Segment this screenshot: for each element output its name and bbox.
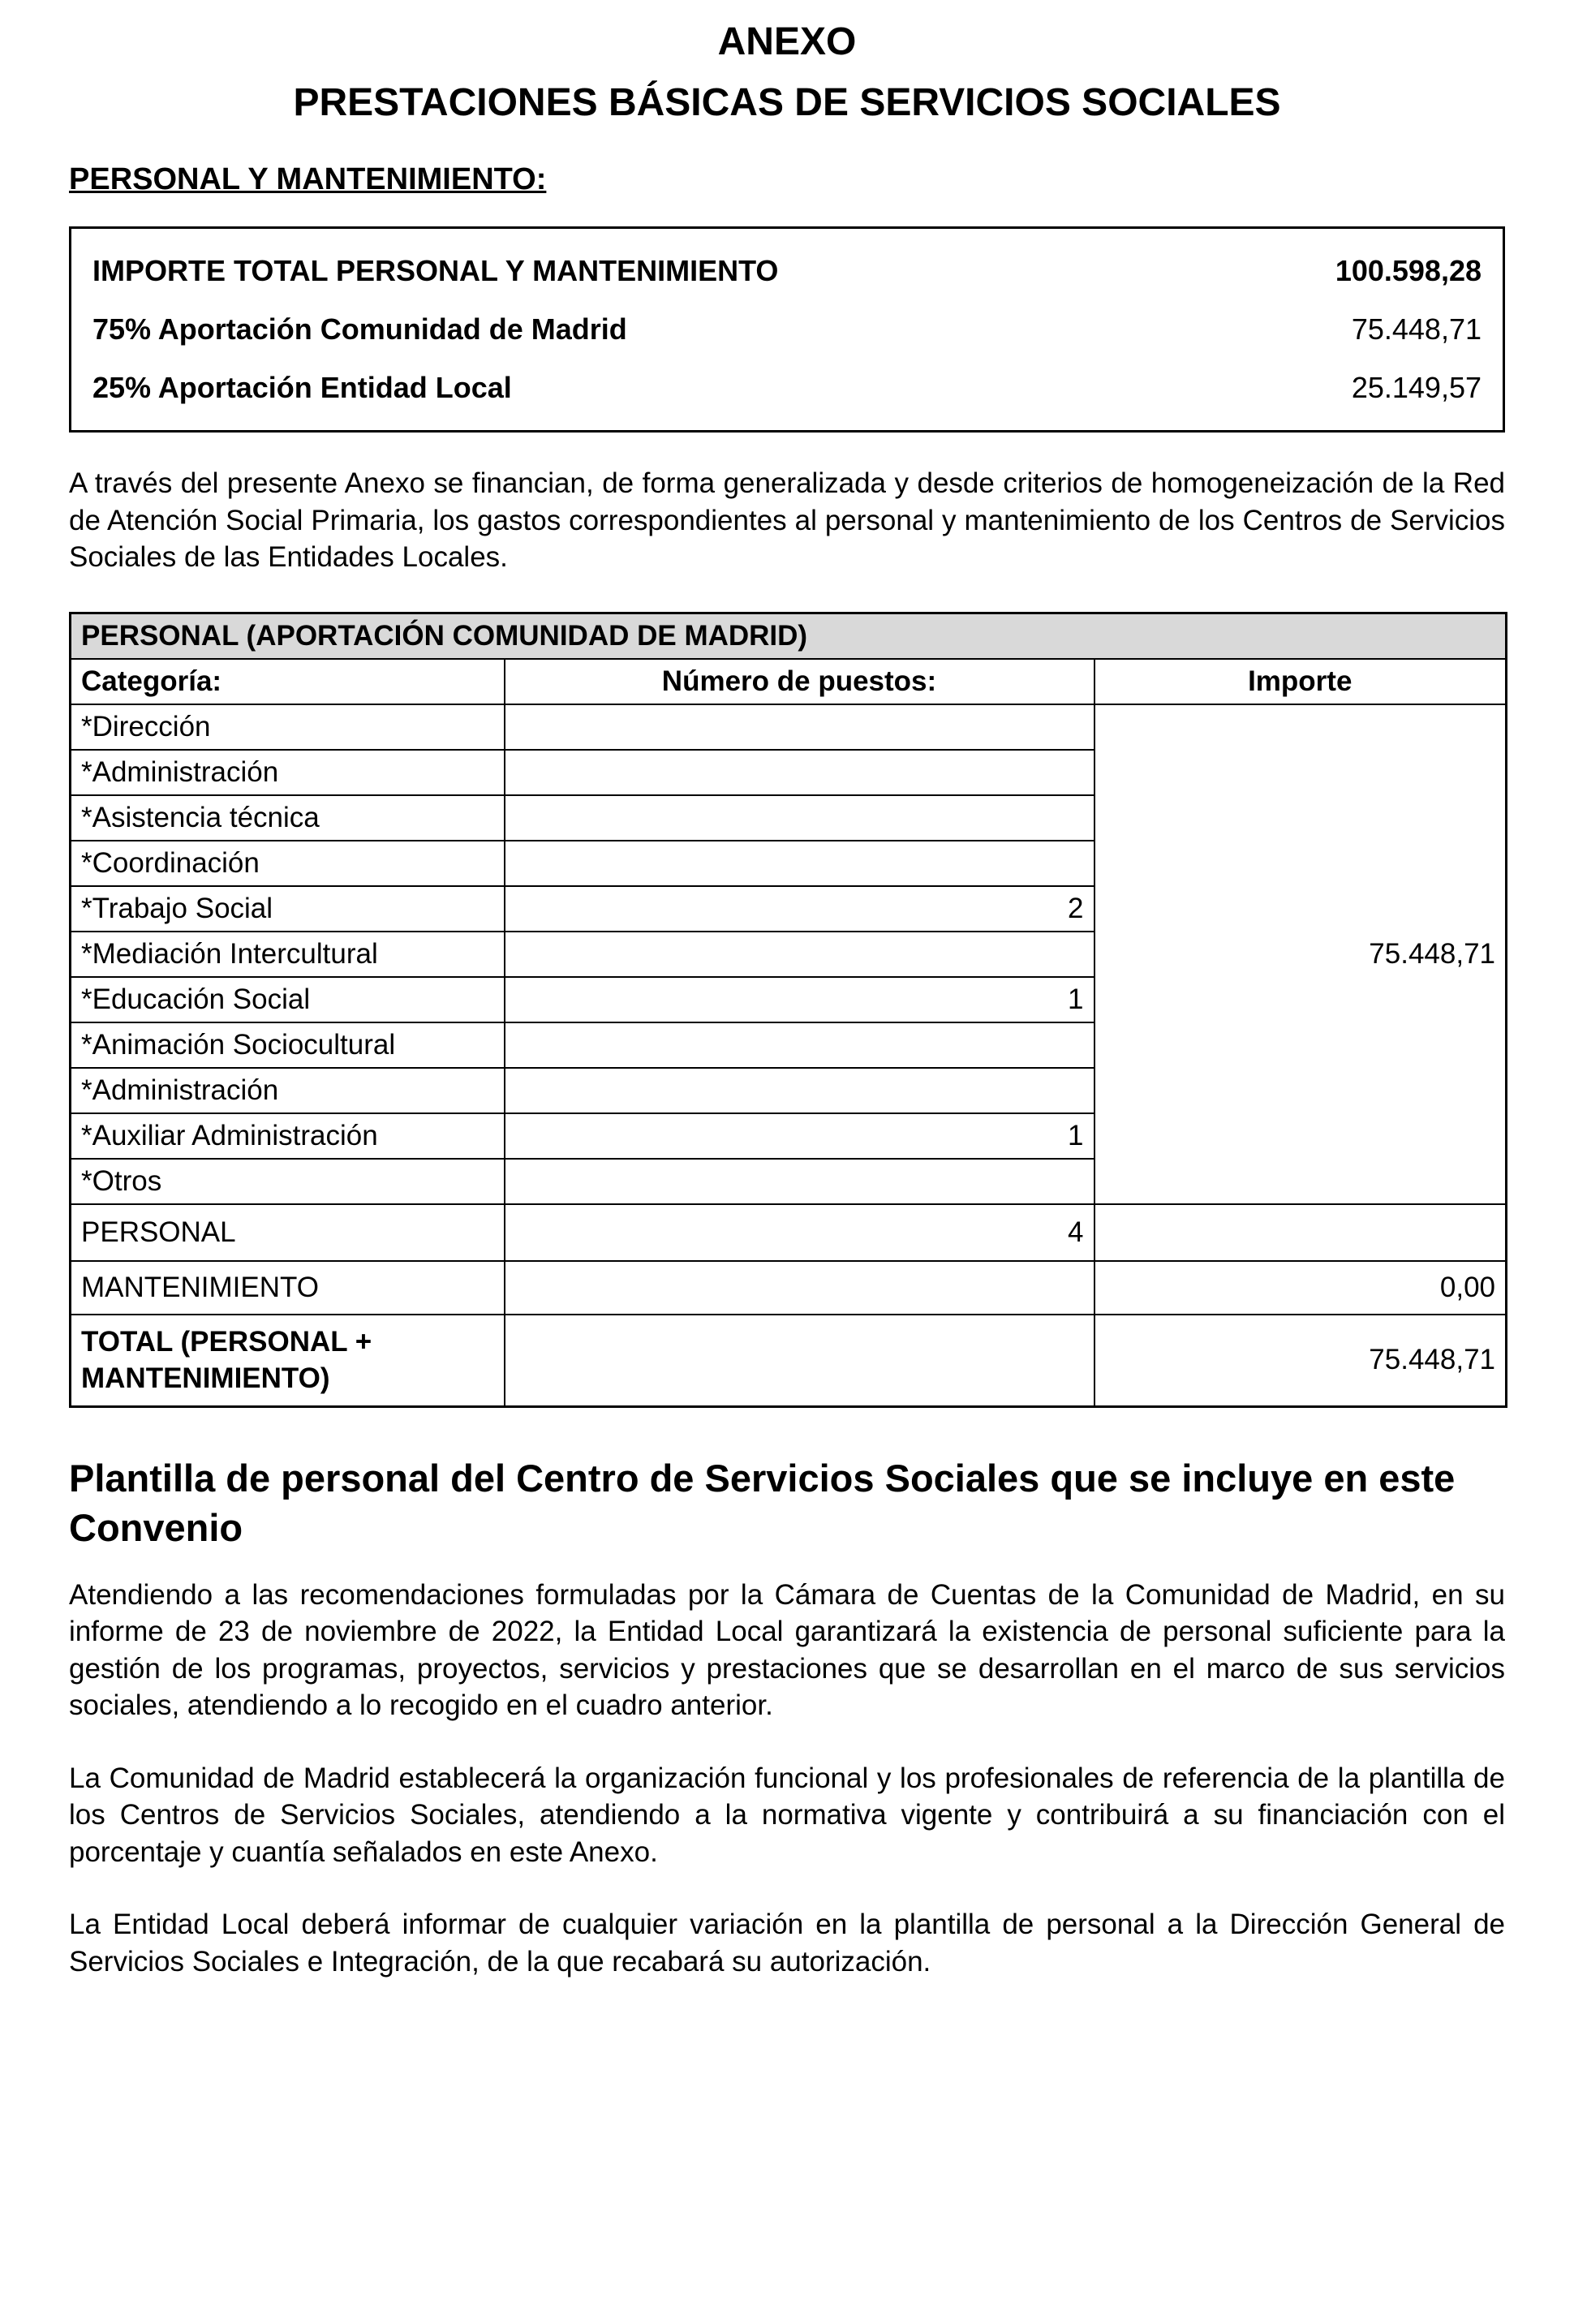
personal-total-row bbox=[71, 1204, 1507, 1261]
section-heading: PERSONAL Y MANTENIMIENTO: bbox=[69, 162, 547, 196]
summary-value: 75.448,71 bbox=[1351, 312, 1482, 346]
summary-row bbox=[89, 242, 1485, 300]
mantenimiento-puestos-cell bbox=[505, 1261, 1094, 1315]
column-header-importe: Importe bbox=[1094, 659, 1507, 704]
body-paragraph: La Comunidad de Madrid establecerá la organización funcional y los profesionales de referencia de la plantilla de los Centros de Servicios Sociales, atendiendo a la normativa vigente y contribuirá a su financiación con el porcentaje y cuantía señalados en este Anexo. bbox=[69, 1762, 1505, 1868]
summary-value: 100.598,28 bbox=[1335, 254, 1482, 287]
importe-personal-merged-cell: 75.448,71 bbox=[1094, 704, 1507, 1204]
table-title-row bbox=[71, 613, 1507, 659]
category-cell: *Trabajo Social bbox=[71, 886, 505, 932]
summary-value: 25.149,57 bbox=[1351, 371, 1482, 404]
puestos-cell: 2 bbox=[505, 886, 1094, 932]
category-cell: *Asistencia técnica bbox=[71, 795, 505, 841]
puestos-cell: 1 bbox=[505, 977, 1094, 1022]
summary-row bbox=[89, 300, 1485, 359]
mantenimiento-label-cell: MANTENIMIENTO bbox=[71, 1261, 505, 1315]
category-cell: *Animación Sociocultural bbox=[71, 1022, 505, 1068]
column-header-categoria: Categoría: bbox=[71, 659, 505, 704]
category-cell: *Coordinación bbox=[71, 841, 505, 886]
category-cell: *Dirección bbox=[71, 704, 505, 750]
total-puestos-cell bbox=[505, 1315, 1094, 1407]
total-row bbox=[71, 1315, 1507, 1407]
personal-importe-cell bbox=[1094, 1204, 1507, 1261]
puestos-cell: 1 bbox=[505, 1113, 1094, 1159]
column-header-puestos: Número de puestos: bbox=[505, 659, 1094, 704]
plantilla-heading: Plantilla de personal del Centro de Servicios Sociales que se incluye en este Convenio bbox=[69, 1456, 1456, 1549]
puestos-cell bbox=[505, 704, 1094, 750]
doc-title: ANEXO bbox=[717, 20, 857, 63]
personnel-table bbox=[69, 612, 1507, 1408]
body-paragraph: Atendiendo a las recomendaciones formuladas por la Cámara de Cuentas de la Comunidad de Madrid, en su informe de 23 de noviembre de 2022, la Entidad Local garantizará la existencia de personal suficiente para la gestión de los programas, proyectos, servicios y prestaciones que se desarrollan en el marco de sus servicios sociales, atendiendo a lo recogido en el cuadro anterior. bbox=[69, 1578, 1505, 1722]
puestos-cell bbox=[505, 1068, 1094, 1113]
summary-row bbox=[89, 359, 1485, 417]
intro-paragraph: A través del presente Anexo se financian, de forma generalizada y desde criterios de homogeneización de la Red de Atención Social Primaria, los gastos correspondientes al personal y mantenimiento de los Centros de Servicios Sociales de las Entidades Locales. bbox=[69, 467, 1505, 573]
category-cell: *Auxiliar Administración bbox=[71, 1113, 505, 1159]
personal-label-cell: PERSONAL bbox=[71, 1204, 505, 1261]
table-header-row bbox=[71, 659, 1507, 704]
category-cell: *Mediación Intercultural bbox=[71, 932, 505, 977]
category-cell: *Otros bbox=[71, 1159, 505, 1204]
puestos-cell bbox=[505, 841, 1094, 886]
total-importe-cell: 75.448,71 bbox=[1094, 1315, 1507, 1407]
body-paragraph: La Entidad Local deberá informar de cualquier variación en la plantilla de personal a la Dirección General de Servicios Sociales e Integración, de la que recabará su autorización. bbox=[69, 1909, 1505, 1978]
total-label-cell: TOTAL (PERSONAL + MANTENIMIENTO) bbox=[71, 1315, 505, 1407]
summary-box bbox=[69, 226, 1505, 433]
summary-label: IMPORTE TOTAL PERSONAL Y MANTENIMIENTO bbox=[92, 254, 779, 287]
puestos-cell bbox=[505, 932, 1094, 977]
category-cell: *Educación Social bbox=[71, 977, 505, 1022]
puestos-cell bbox=[505, 795, 1094, 841]
doc-subtitle: PRESTACIONES BÁSICAS DE SERVICIOS SOCIALES bbox=[293, 81, 1281, 124]
category-row bbox=[71, 704, 1507, 750]
summary-label: 75% Aportación Comunidad de Madrid bbox=[92, 312, 627, 346]
category-cell: *Administración bbox=[71, 750, 505, 795]
puestos-cell bbox=[505, 1022, 1094, 1068]
puestos-cell bbox=[505, 750, 1094, 795]
mantenimiento-row bbox=[71, 1261, 1507, 1315]
mantenimiento-importe-cell: 0,00 bbox=[1094, 1261, 1507, 1315]
plantilla-paragraphs bbox=[69, 1577, 1505, 1981]
category-cell: *Administración bbox=[71, 1068, 505, 1113]
puestos-cell bbox=[505, 1159, 1094, 1204]
personal-puestos-cell: 4 bbox=[505, 1204, 1094, 1261]
table-title: PERSONAL (APORTACIÓN COMUNIDAD DE MADRID) bbox=[71, 613, 1507, 659]
summary-label: 25% Aportación Entidad Local bbox=[92, 371, 512, 404]
